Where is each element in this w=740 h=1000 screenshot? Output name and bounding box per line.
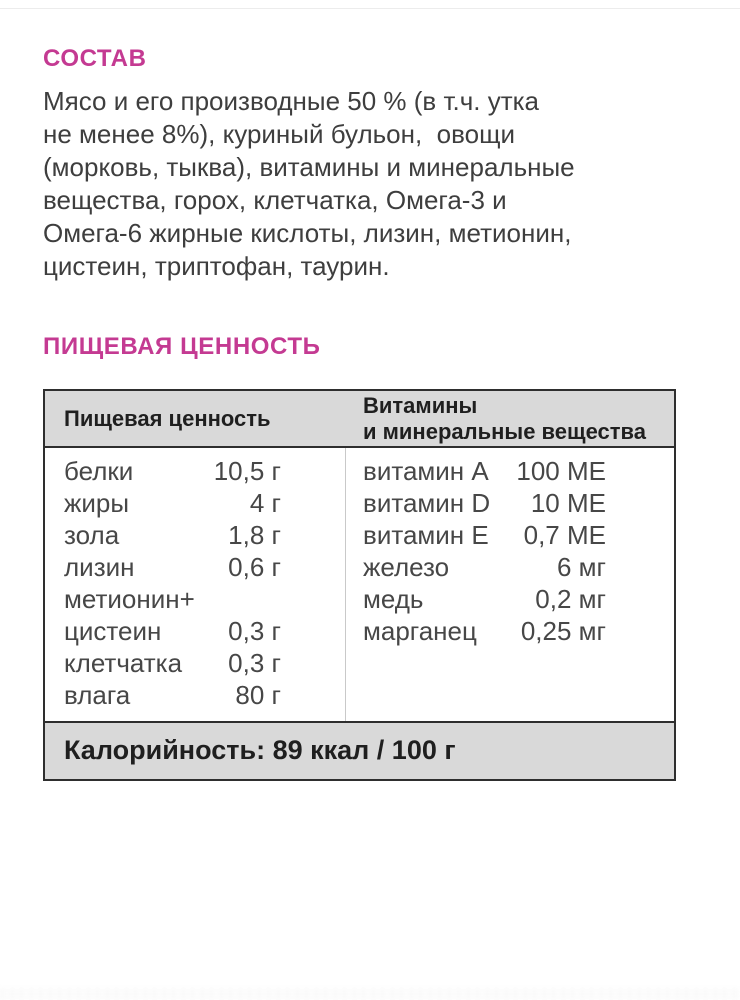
nutrient-label: белки	[64, 456, 134, 486]
nutrient-value: 1,8 г	[228, 520, 281, 550]
vitamin-label: медь	[363, 584, 424, 614]
composition-line: Омега-6 жирные кислоты, лизин, метионин,	[43, 218, 572, 248]
nutrition-heading: ПИЩЕВАЯ ЦЕННОСТЬ	[43, 333, 321, 360]
table-row	[64, 455, 281, 487]
vitamins-header-line2: и минеральные вещества	[363, 418, 647, 444]
table-row	[363, 615, 606, 647]
table-row	[64, 487, 281, 519]
cutoff-content-blur	[0, 988, 740, 1000]
nutrient-value: 80 г	[235, 680, 281, 710]
nutrition-values-header: Пищевая ценность	[64, 405, 271, 431]
nutrient-value: 0,6 г	[228, 552, 281, 582]
table-row	[64, 647, 281, 679]
table-row	[363, 551, 606, 583]
vitamin-label: марганец	[363, 616, 477, 646]
composition-section	[43, 47, 696, 283]
vitamin-value: 10 МЕ	[530, 488, 606, 518]
composition-line: не менее 8%), куриный бульон, овощи	[43, 119, 516, 149]
nutrient-label: зола	[64, 520, 120, 550]
nutrient-label: влага	[64, 680, 131, 710]
vitamin-label: витамин D	[363, 488, 491, 518]
nutrition-section	[43, 335, 696, 781]
vitamin-label: железо	[363, 552, 450, 582]
vitamin-value: 0,25 мг	[520, 616, 606, 646]
table-row	[363, 519, 606, 551]
composition-line: Мясо и его производные 50 % (в т.ч. утка	[43, 86, 540, 116]
nutrition-values-column	[45, 448, 346, 721]
nutrient-label: цистеин	[64, 616, 162, 646]
vitamin-label: витамин A	[363, 456, 489, 486]
table-row	[64, 519, 281, 551]
table-row	[363, 583, 606, 615]
composition-line: вещества, горох, клетчатка, Омега-3 и	[43, 185, 507, 215]
vitamins-header	[346, 393, 674, 445]
composition-heading: СОСТАВ	[43, 45, 147, 72]
composition-text	[43, 85, 696, 283]
table-row	[363, 487, 606, 519]
calories-text: Калорийность: 89 ккал / 100 г	[64, 735, 456, 765]
nutrition-table-header	[45, 391, 674, 448]
nutrient-label: метионин+	[64, 584, 195, 614]
composition-line: (морковь, тыква), витамины и минеральные	[43, 152, 575, 182]
nutrient-value: 10,5 г	[213, 456, 281, 486]
vitamins-header-line1: Витамины	[363, 392, 478, 418]
table-row	[64, 615, 281, 647]
vitamin-label: витамин E	[363, 520, 489, 550]
nutrient-value: 0,3 г	[228, 648, 281, 678]
composition-line: цистеин, триптофан, таурин.	[43, 251, 390, 281]
nutrition-table-body	[45, 448, 674, 721]
vitamin-value: 0,2 мг	[535, 584, 606, 614]
table-row	[64, 679, 281, 711]
nutrient-label: жиры	[64, 488, 130, 518]
nutrition-table	[43, 389, 676, 781]
vitamin-value: 100 МЕ	[516, 456, 606, 486]
nutrient-label: клетчатка	[64, 648, 183, 678]
table-row	[64, 583, 281, 615]
table-row	[64, 551, 281, 583]
vitamin-value: 0,7 МЕ	[523, 520, 606, 550]
vitamins-column	[346, 448, 674, 721]
calories-row	[45, 721, 674, 779]
table-row	[363, 455, 606, 487]
nutrient-value: 4 г	[249, 488, 281, 518]
vitamin-value: 6 мг	[556, 552, 606, 582]
nutrient-value: 0,3 г	[228, 616, 281, 646]
nutrient-label: лизин	[64, 552, 135, 582]
